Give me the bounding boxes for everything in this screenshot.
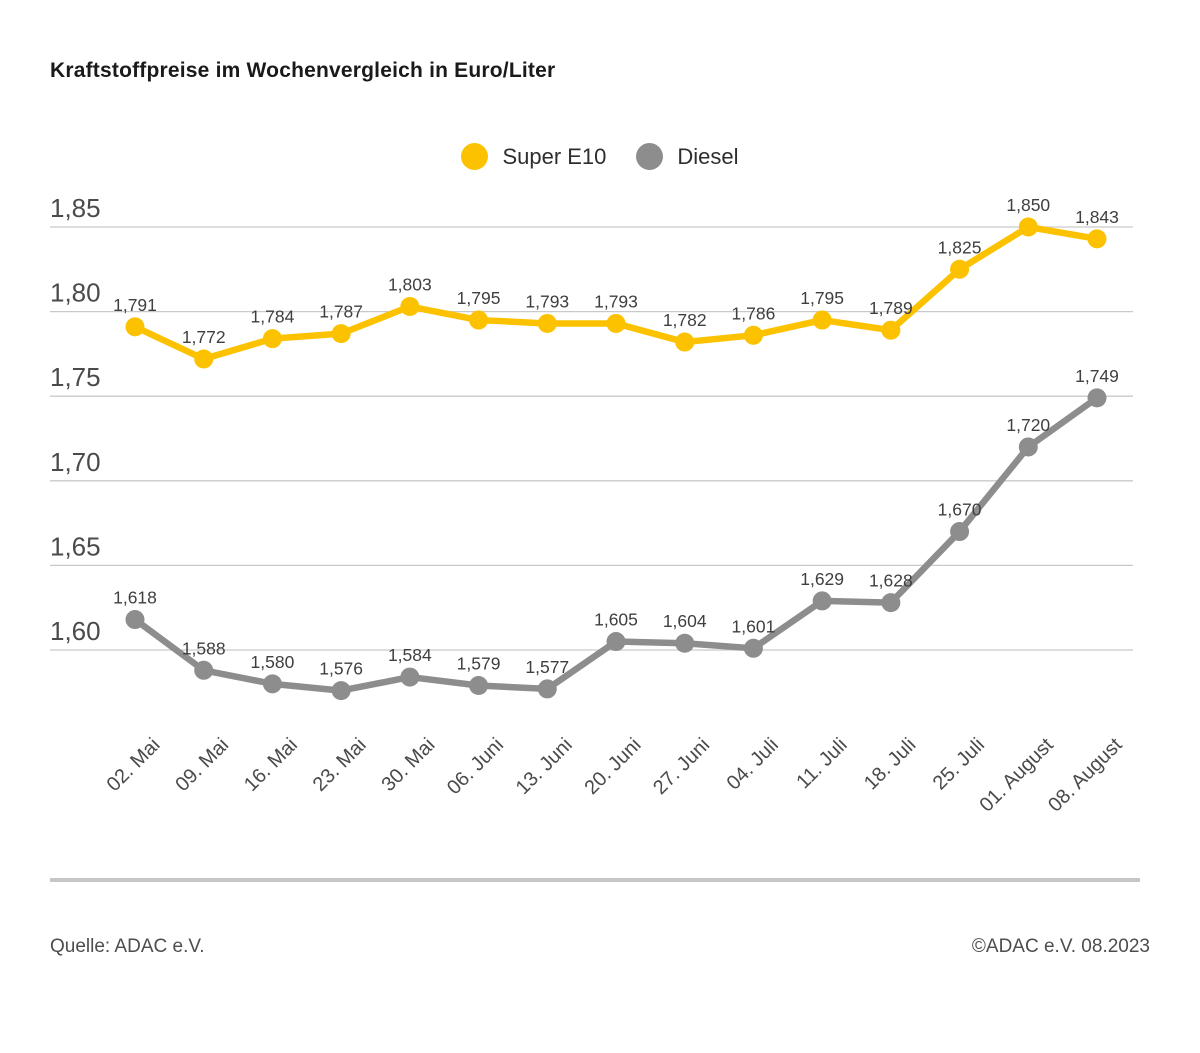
- data-point-label-diesel: 1,588: [181, 638, 226, 659]
- chart-title: Kraftstoffpreise im Wochenvergleich in Euro/Liter: [50, 59, 556, 82]
- data-point-label-super-e10: 1,784: [250, 306, 295, 327]
- data-point-super-e10: [400, 297, 419, 316]
- x-tick-label: 25. Juli: [928, 733, 990, 795]
- data-point-label-super-e10: 1,782: [662, 310, 707, 331]
- data-point-label-diesel: 1,720: [1006, 414, 1051, 435]
- y-tick-label: 1,65: [50, 531, 101, 562]
- data-point-super-e10: [194, 349, 213, 368]
- y-tick-label: 1,70: [50, 446, 101, 477]
- x-tick-label: 13. Juni: [511, 733, 577, 800]
- data-point-super-e10: [607, 314, 626, 333]
- y-tick-label: 1,80: [50, 277, 101, 308]
- data-point-diesel: [813, 591, 832, 610]
- x-tick-label: 08. August: [1044, 733, 1127, 817]
- y-tick-label: 1,75: [50, 362, 101, 393]
- data-point-super-e10: [744, 326, 763, 345]
- data-point-diesel: [469, 676, 488, 695]
- data-point-label-diesel: 1,618: [113, 587, 157, 608]
- data-point-label-diesel: 1,579: [456, 653, 501, 674]
- x-tick-label: 30. Mai: [377, 733, 440, 796]
- data-point-diesel: [126, 610, 145, 629]
- data-point-diesel: [332, 681, 351, 700]
- data-point-super-e10: [1088, 229, 1107, 248]
- data-point-diesel: [1019, 437, 1038, 456]
- data-point-label-super-e10: 1,791: [113, 294, 157, 315]
- data-point-label-diesel: 1,628: [868, 570, 913, 591]
- data-point-label-super-e10: 1,786: [731, 303, 776, 324]
- data-point-label-super-e10: 1,772: [181, 326, 226, 347]
- legend-label-super-e10: Super E10: [502, 143, 607, 169]
- source-note: Quelle: ADAC e.V.: [50, 936, 205, 957]
- data-point-label-super-e10: 1,825: [937, 237, 982, 258]
- data-point-super-e10: [1019, 218, 1038, 237]
- data-point-diesel: [538, 679, 557, 698]
- data-point-diesel: [675, 634, 694, 653]
- x-tick-label: 16. Mai: [240, 733, 302, 796]
- data-point-label-diesel: 1,670: [937, 499, 982, 520]
- data-point-diesel: [881, 593, 900, 612]
- y-tick-label: 1,60: [50, 616, 101, 646]
- data-point-diesel: [607, 632, 626, 651]
- x-tick-label: 18. Juli: [860, 733, 921, 795]
- data-point-diesel: [263, 674, 282, 693]
- data-point-super-e10: [881, 321, 900, 340]
- x-tick-label: 23. Mai: [308, 733, 371, 796]
- data-point-super-e10: [538, 314, 557, 333]
- data-point-diesel: [194, 661, 213, 680]
- data-point-label-super-e10: 1,803: [387, 274, 432, 295]
- data-point-super-e10: [263, 329, 282, 348]
- data-point-super-e10: [675, 333, 694, 352]
- data-point-super-e10: [332, 324, 351, 343]
- x-tick-label: 06. Juni: [443, 733, 509, 800]
- x-tick-label: 20. Juni: [580, 733, 646, 800]
- data-point-label-diesel: 1,629: [800, 568, 845, 589]
- x-tick-label: 11. Juli: [792, 733, 852, 794]
- data-point-label-super-e10: 1,843: [1075, 206, 1119, 227]
- data-point-label-super-e10: 1,793: [525, 291, 570, 312]
- x-tick-label: 01. August: [975, 733, 1058, 817]
- data-point-label-super-e10: 1,850: [1006, 195, 1051, 215]
- data-point-super-e10: [126, 317, 145, 336]
- data-point-super-e10: [469, 311, 488, 330]
- x-tick-label: 27. Juni: [649, 733, 715, 800]
- data-point-diesel: [1088, 388, 1107, 407]
- data-point-label-diesel: 1,601: [731, 616, 776, 637]
- x-tick-label: 02. Mai: [102, 733, 165, 796]
- copyright-note: ©ADAC e.V. 08.2023: [971, 936, 1150, 957]
- data-point-label-diesel: 1,604: [662, 611, 707, 632]
- data-point-super-e10: [950, 260, 969, 279]
- data-point-label-diesel: 1,577: [525, 656, 570, 677]
- data-point-label-diesel: 1,749: [1075, 365, 1119, 386]
- data-point-label-super-e10: 1,795: [456, 288, 501, 309]
- data-point-label-diesel: 1,580: [250, 651, 295, 672]
- data-point-label-diesel: 1,584: [387, 645, 432, 666]
- data-point-label-super-e10: 1,789: [868, 298, 913, 319]
- data-point-label-diesel: 1,576: [319, 658, 364, 679]
- x-tick-label: 09. Mai: [171, 733, 234, 796]
- data-point-label-diesel: 1,605: [594, 609, 638, 630]
- legend-label-diesel: Diesel: [677, 143, 739, 169]
- data-point-label-super-e10: 1,793: [594, 291, 638, 312]
- data-point-diesel: [950, 522, 969, 541]
- y-tick-label: 1,85: [50, 193, 101, 223]
- data-point-diesel: [400, 668, 419, 687]
- footer-divider: [50, 878, 1140, 882]
- data-point-label-super-e10: 1,787: [319, 301, 364, 322]
- data-point-label-super-e10: 1,795: [800, 288, 845, 309]
- x-tick-label: 04. Juli: [722, 733, 783, 795]
- data-point-super-e10: [813, 311, 832, 330]
- data-point-diesel: [744, 639, 763, 658]
